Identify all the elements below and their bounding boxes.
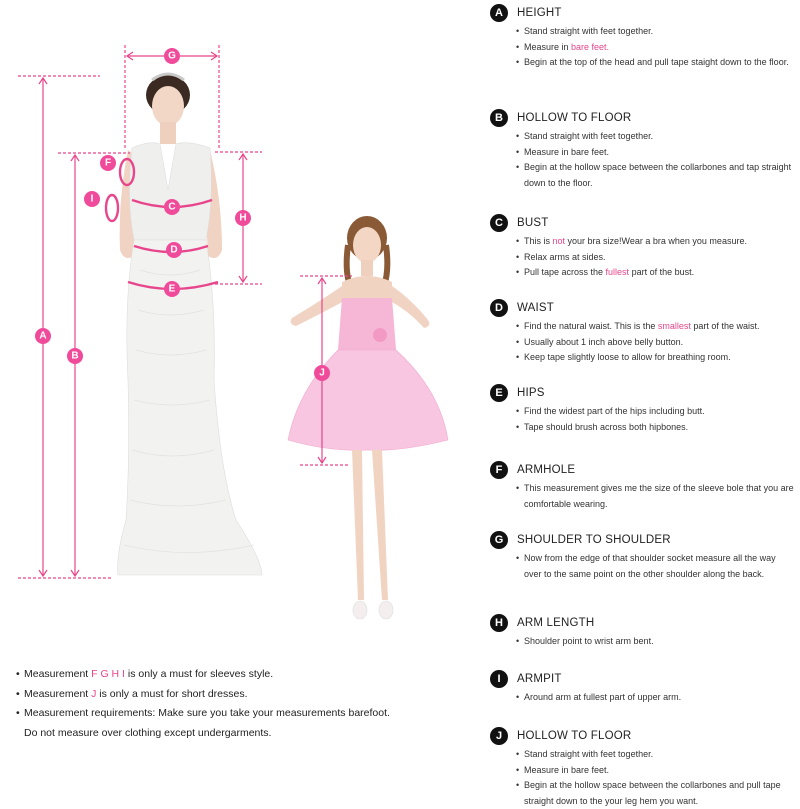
instruction-text: This is xyxy=(524,236,553,246)
instruction-line xyxy=(516,690,795,706)
note-text: Measurement xyxy=(24,668,92,680)
measurement-title: BUST xyxy=(517,217,549,229)
dim-a xyxy=(18,76,112,578)
measurement-title: HIPS xyxy=(517,387,545,399)
measurement-header xyxy=(490,298,795,318)
instruction-text: Measure in bare feet. xyxy=(524,764,610,775)
instruction-text: Find the natural waist. This is the xyxy=(524,321,658,331)
measurement-f xyxy=(490,460,795,512)
emphasis-text: bare feet. xyxy=(571,41,610,52)
instruction-text: This measurement gives me the size of the sleeve bole that you are comfortable wearing. xyxy=(524,483,794,509)
note-line xyxy=(16,685,486,705)
letter-badge: G xyxy=(490,531,508,549)
measurement-h xyxy=(490,613,795,650)
measurement-header xyxy=(490,108,795,128)
instruction-text: Relax arms at sides. xyxy=(524,251,606,262)
measurement-header xyxy=(490,530,795,550)
measurement-i xyxy=(490,669,795,706)
measurement-c xyxy=(490,213,795,281)
instruction-line xyxy=(516,763,795,779)
note-text: Measurement xyxy=(24,687,92,700)
measurement-title: SHOULDER TO SHOULDER xyxy=(517,534,671,546)
measurement-d xyxy=(490,298,795,366)
letter-badge: I xyxy=(490,670,508,688)
instruction-text: Measure in bare feet. xyxy=(524,146,610,157)
dim-i xyxy=(84,191,118,221)
emphasis-text: not xyxy=(552,236,566,246)
figure-illustration xyxy=(0,0,480,650)
instruction-text: Keep tape slightly loose to allow for breathing room. xyxy=(524,352,731,362)
measurement-b xyxy=(490,108,795,191)
dim-h xyxy=(215,152,262,284)
measurement-header xyxy=(490,383,795,403)
instruction-line xyxy=(516,747,795,763)
letter-badge: H xyxy=(490,614,508,632)
measurement-title: WAIST xyxy=(517,302,554,314)
measurement-header xyxy=(490,213,795,233)
instruction-text: part of the bust. xyxy=(629,267,695,277)
measurement-header xyxy=(490,726,795,746)
instruction-text: Pull tape across the xyxy=(524,267,606,277)
measurement-header xyxy=(490,669,795,689)
instruction-line xyxy=(516,55,795,71)
emphasis-text: F G H I xyxy=(91,668,125,680)
note-line xyxy=(16,704,486,724)
emphasis-text: J xyxy=(91,687,97,700)
svg-text:G: G xyxy=(168,50,176,62)
measurement-header xyxy=(490,3,795,23)
letter-badge: J xyxy=(490,727,508,745)
letter-badge: D xyxy=(490,299,508,317)
instruction-text: Usually about 1 inch above belly button. xyxy=(524,336,684,347)
instruction-line xyxy=(516,319,795,335)
instruction-line xyxy=(516,24,795,40)
instruction-line xyxy=(516,404,795,420)
measurement-header xyxy=(490,613,795,633)
instruction-text: Now from the edge of that shoulder socket measure all the way over to the same point on the other shoulder along the back. xyxy=(524,553,776,579)
emphasis-text: smallest xyxy=(657,321,691,331)
note-line xyxy=(16,665,486,685)
svg-text:D: D xyxy=(170,244,178,256)
instruction-line xyxy=(516,481,795,512)
svg-text:I: I xyxy=(90,193,94,205)
letter-badge: A xyxy=(490,4,508,22)
svg-text:H: H xyxy=(239,212,247,224)
instruction-text: Find the widest part of the hips including butt. xyxy=(524,406,705,416)
bride-figure xyxy=(118,74,262,575)
instruction-text: Begin at the top of the head and pull tape staight down to the floor. xyxy=(524,57,789,67)
svg-text:B: B xyxy=(71,350,79,362)
instruction-text: Stand straight with feet together. xyxy=(524,749,654,759)
svg-text:E: E xyxy=(168,283,176,295)
measurement-title: ARMPIT xyxy=(517,673,562,685)
svg-text:C: C xyxy=(168,201,176,213)
instruction-line xyxy=(516,234,795,250)
instruction-text: Begin at the hollow space between the collarbones and tap straight down to the floor. xyxy=(524,162,792,188)
note-text: is only a must for sleeves style. xyxy=(124,668,274,680)
dim-b xyxy=(58,153,130,576)
measurement-g xyxy=(490,530,795,582)
instruction-line xyxy=(516,160,795,191)
instruction-line xyxy=(516,551,795,582)
measurement-title: HEIGHT xyxy=(517,7,562,19)
measurement-a xyxy=(490,3,795,71)
instruction-line xyxy=(516,335,795,351)
measurement-e xyxy=(490,383,795,435)
svg-text:A: A xyxy=(39,330,47,342)
instruction-line xyxy=(516,778,795,809)
instruction-text: Shoulder point to wrist arm bent. xyxy=(524,636,654,646)
instruction-line xyxy=(516,40,795,56)
emphasis-text: fullest xyxy=(605,267,630,277)
instruction-line xyxy=(516,129,795,145)
note-text: is only a must for short dresses. xyxy=(96,687,248,700)
instruction-text: Begin at the hollow space between the collarbones and pull tape straight down to the your leg hem you want. xyxy=(524,780,781,806)
svg-text:F: F xyxy=(104,157,112,169)
instruction-text: Around arm at fullest part of upper arm. xyxy=(524,692,682,702)
letter-badge: B xyxy=(490,109,508,127)
note-text: Do not measure over clothing except undergarments. xyxy=(24,726,272,739)
instruction-line xyxy=(516,420,795,436)
letter-badge: F xyxy=(490,461,508,479)
measurement-title: ARM LENGTH xyxy=(517,617,595,629)
instruction-text: Measure in xyxy=(524,41,572,52)
instruction-line xyxy=(516,145,795,161)
measurement-notes xyxy=(16,665,486,743)
measurement-j xyxy=(490,726,795,809)
note-line xyxy=(16,724,486,744)
instruction-line xyxy=(516,350,795,366)
letter-badge: C xyxy=(490,214,508,232)
instruction-line xyxy=(516,634,795,650)
instruction-text: part of the waist. xyxy=(690,321,760,331)
instruction-text: Stand straight with feet together. xyxy=(524,26,654,36)
letter-badge: E xyxy=(490,384,508,402)
measurement-title: ARMHOLE xyxy=(517,464,576,476)
instruction-line xyxy=(516,265,795,281)
measurement-title: HOLLOW TO FLOOR xyxy=(517,730,632,742)
measurement-header xyxy=(490,460,795,480)
instruction-text: Tape should brush across both hipbones. xyxy=(524,421,689,432)
svg-text:J: J xyxy=(319,367,325,379)
instruction-text: your bra size!Wear a bra when you measure. xyxy=(565,236,747,246)
instruction-line xyxy=(516,250,795,266)
measurement-title: HOLLOW TO FLOOR xyxy=(517,112,632,124)
instruction-text: Stand straight with feet together. xyxy=(524,131,654,141)
measurement-diagram xyxy=(0,0,480,650)
note-text: Measurement requirements: Make sure you take your measurements barefoot. xyxy=(24,707,390,719)
